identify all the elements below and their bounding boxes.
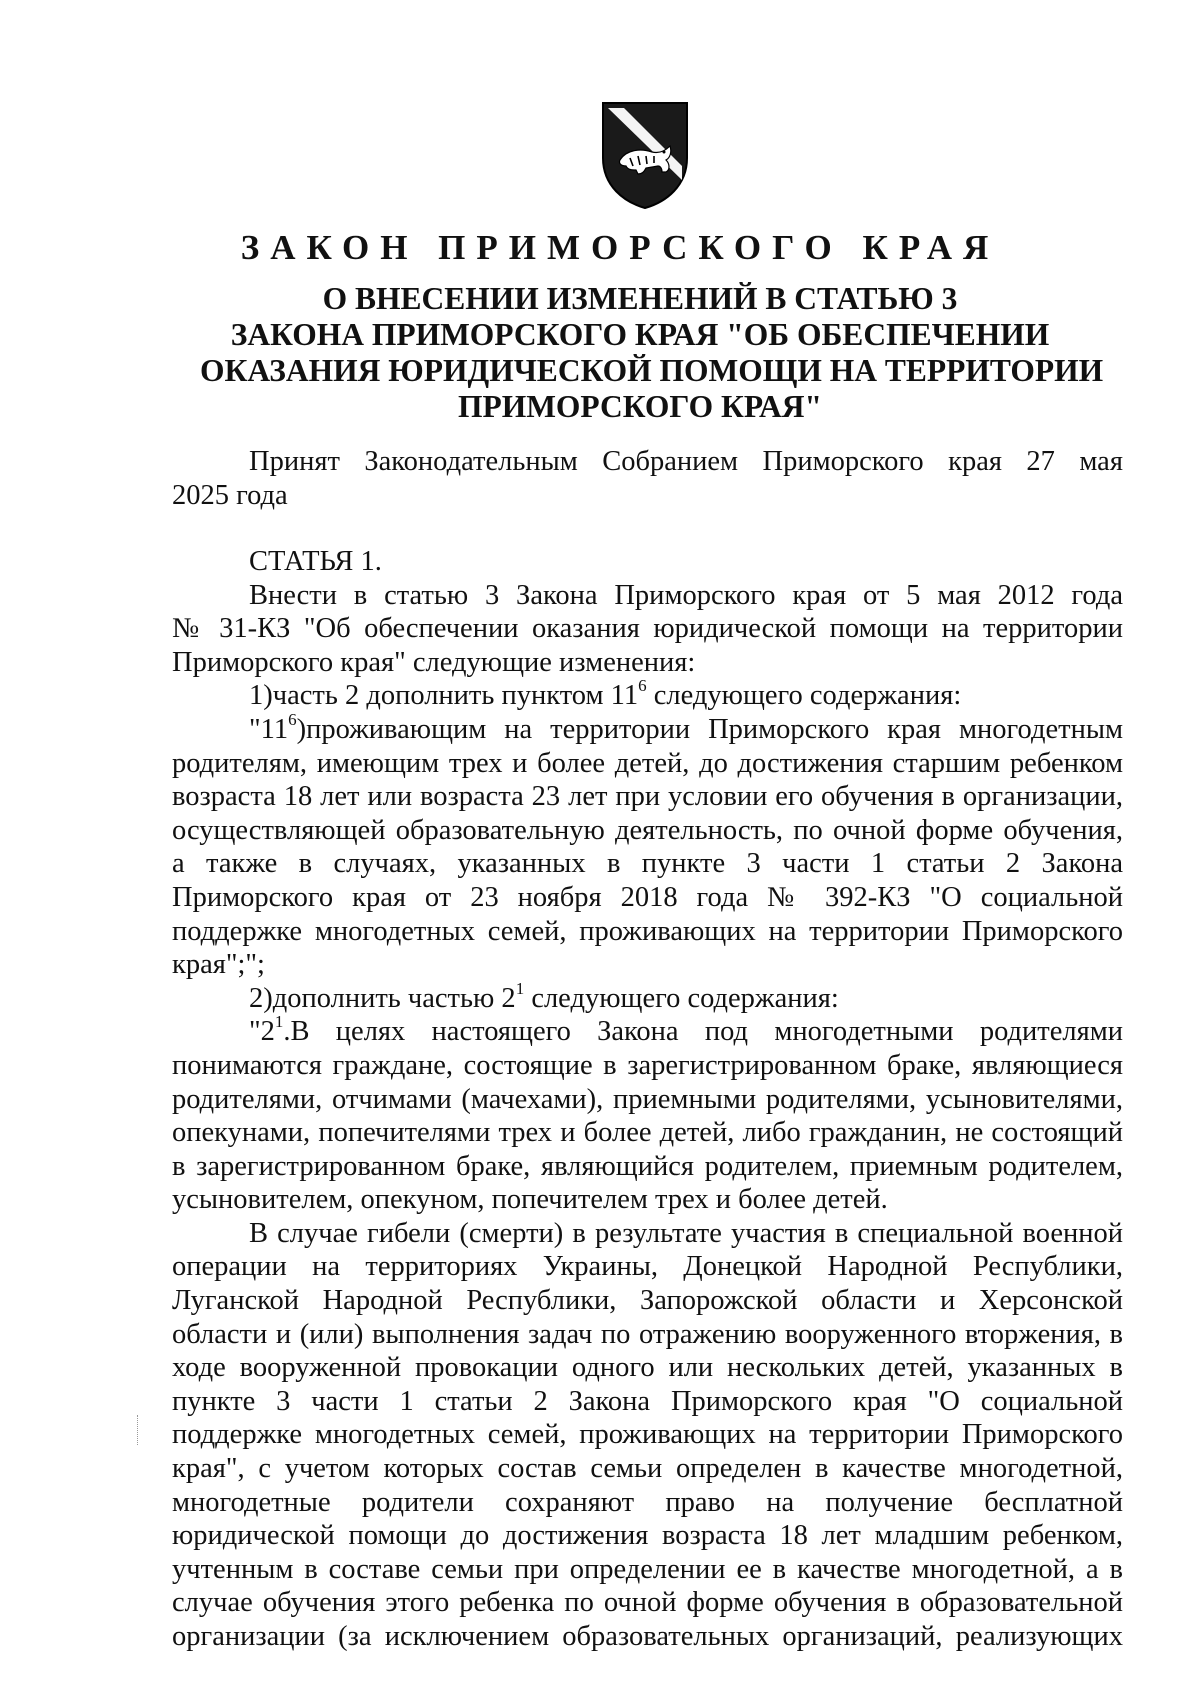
coat-of-arms-icon xyxy=(600,100,690,210)
article-line: пункте 3 части 1 статьи 2 Закона Приморского края "О социальной xyxy=(172,1385,1123,1417)
adoption-note xyxy=(172,445,1123,513)
title-line: ПРИМОРСКОГО КРАЯ" xyxy=(457,389,823,424)
title-line: О ВНЕСЕНИИ ИЗМЕНЕНИЙ В СТАТЬЮ 3 xyxy=(322,281,958,316)
adoption-word: Законодательным xyxy=(364,446,578,477)
article-heading: СТАТЬЯ 1. xyxy=(249,546,382,577)
adoption-word: Приморского xyxy=(762,446,924,477)
article-body xyxy=(172,545,1123,1654)
article-lines xyxy=(172,579,1123,1654)
superscript: 1 xyxy=(515,978,525,998)
adoption-line-1 xyxy=(172,445,1123,479)
article-line-text: следующего содержания: xyxy=(524,982,839,1014)
article-line: № 31-КЗ "Об обеспечении оказания юридической помощи на территории xyxy=(172,613,1123,645)
article-line-text: .В целях настоящего Закона под многодетными родителями xyxy=(283,1016,1123,1048)
adoption-word: края xyxy=(948,446,1002,477)
article-line: случае обучения этого ребенка по очной форме обучения в образовательной xyxy=(172,1587,1123,1619)
article-line-text: "11 xyxy=(249,713,289,745)
article-line: в зарегистрированном браке, являющийся родителем, приемным родителем, xyxy=(172,1150,1123,1182)
scan-artifact xyxy=(137,1415,139,1445)
superscript: 1 xyxy=(274,1012,284,1032)
law-title xyxy=(200,281,1104,425)
superscript: 6 xyxy=(638,676,647,696)
article-line: Луганской Народной Республики, Запорожской области и Херсонской xyxy=(172,1285,1123,1317)
article-line: Приморского края" следующие изменения: xyxy=(172,646,696,678)
adoption-word: мая xyxy=(1079,446,1123,477)
article-line: родителям, имеющим трех и более детей, до достижения старшим ребенком xyxy=(172,747,1123,779)
article-line xyxy=(172,1012,1123,1049)
article-line: многодетные родители сохраняют право на получение бесплатной xyxy=(172,1486,1123,1518)
article-line: области и (или) выполнения задач по отражению вооруженного вторжения, в xyxy=(172,1318,1123,1350)
title-line: ЗАКОНА ПРИМОРСКОГО КРАЯ "ОБ ОБЕСПЕЧЕНИИ xyxy=(230,317,1050,352)
article-line: Приморского края от 23 ноября 2018 года № 392-КЗ "О социальной xyxy=(172,881,1123,913)
adoption-line-2: 2025 года xyxy=(172,480,288,511)
article-line: ходе вооруженной провокации одного или нескольких детей, указанных в xyxy=(172,1352,1123,1384)
article-line-text: следующего содержания: xyxy=(646,680,962,712)
article-line xyxy=(172,709,1123,747)
title-line: ОКАЗАНИЯ ЮРИДИЧЕСКОЙ ПОМОЩИ НА ТЕРРИТОРИИ xyxy=(200,353,1104,388)
article-line: а также в случаях, указанных в пункте 3 части 1 статьи 2 Закона xyxy=(172,848,1123,880)
adoption-word: Собранием xyxy=(602,446,739,477)
article-line xyxy=(172,676,1123,713)
adoption-word: Принят xyxy=(249,446,340,477)
article-line-text: "2 xyxy=(249,1016,275,1048)
superscript: 6 xyxy=(288,709,297,729)
article-line: опекунами, попечителями трех и более детей, либо гражданин, не состоящий xyxy=(172,1117,1123,1149)
article-line: родителями, отчимами (мачехами), приемными родителями, усыновителями, xyxy=(172,1083,1123,1115)
article-line: организации (за исключением образовательных организаций, реализующих xyxy=(172,1621,1123,1652)
article-line: поддержке многодетных семей, проживающих на территории Приморского xyxy=(172,915,1123,947)
article-line: осуществляющей образовательную деятельность, по очной форме обучения, xyxy=(172,814,1123,846)
law-heading: ЗАКОН ПРИМОРСКОГО КРАЯ xyxy=(240,228,1000,267)
article-line: возраста 18 лет или возраста 23 лет при условии его обучения в организации, xyxy=(172,781,1123,813)
article-line: края", с учетом которых состав семьи определен в качестве многодетной, xyxy=(172,1453,1123,1485)
article-line: операции на территориях Украины, Донецкой Народной Республики, xyxy=(172,1251,1123,1283)
article-line: поддержке многодетных семей, проживающих на территории Приморского xyxy=(172,1419,1123,1451)
article-line: края";"; xyxy=(172,949,265,981)
article-line-text: 2)дополнить частью 2 xyxy=(249,982,516,1014)
article-line: усыновителем, опекуном, попечителем трех и более детей. xyxy=(172,1184,888,1216)
article-line: Внести в статью 3 Закона Приморского края от 5 мая 2012 года xyxy=(249,579,1123,611)
article-line: понимаются граждане, состоящие в зарегистрированном браке, являющиеся xyxy=(172,1049,1123,1081)
article-line-text: )проживающим на территории Приморского края многодетным xyxy=(296,713,1123,745)
article-line: учтенным в составе семьи при определении ее в качестве многодетной, а в xyxy=(172,1553,1123,1585)
article-line xyxy=(172,978,1123,1016)
article-line-text: 1)часть 2 дополнить пунктом 11 xyxy=(249,680,639,712)
article-line: юридической помощи до достижения возраста 18 лет младшим ребенком, xyxy=(172,1520,1123,1552)
adoption-word: 27 xyxy=(1026,446,1055,477)
article-line: В случае гибели (смерти) в результате участия в специальной военной xyxy=(249,1217,1123,1249)
